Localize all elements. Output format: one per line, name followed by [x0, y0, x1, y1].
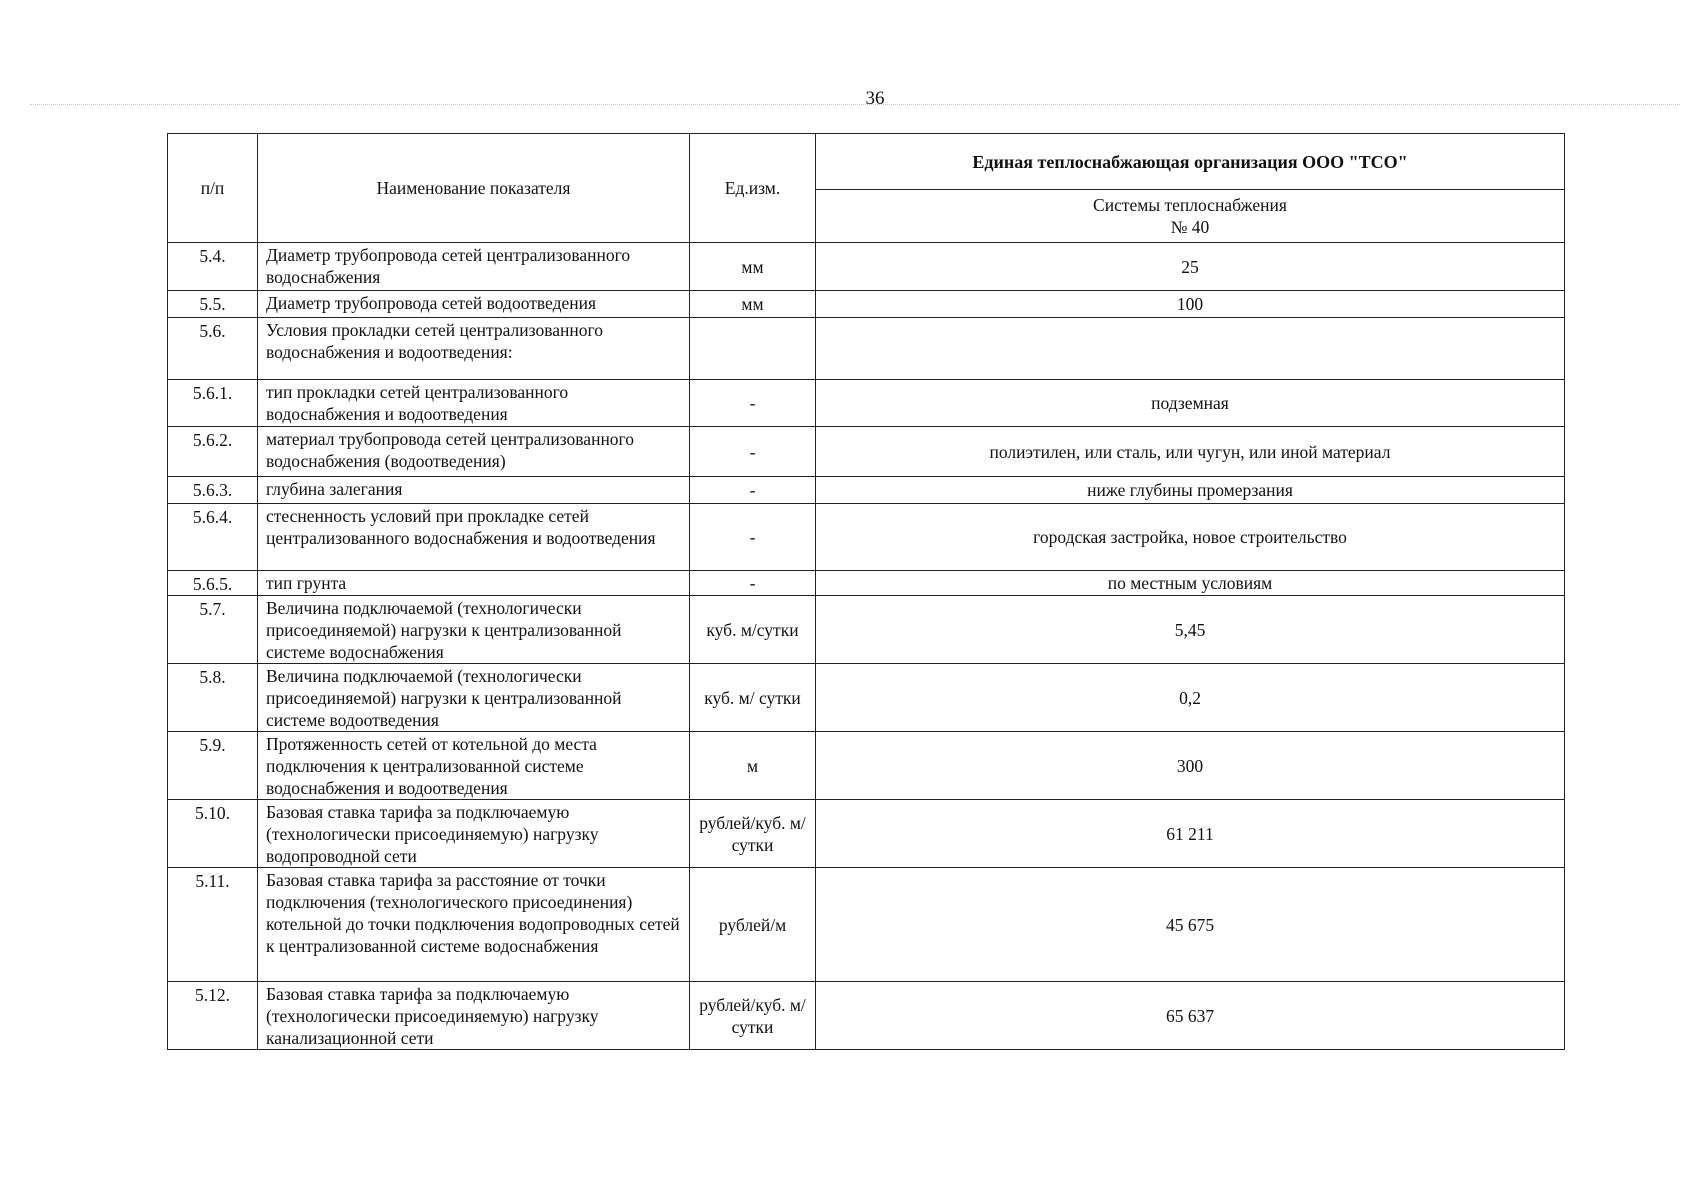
row-value: 100: [816, 291, 1565, 318]
row-number: 5.9.: [168, 732, 258, 800]
table-row: [168, 732, 1565, 800]
row-number: 5.10.: [168, 800, 258, 868]
header-unit: Ед.изм.: [690, 134, 816, 243]
table-row: [168, 380, 1565, 427]
table-row: [168, 664, 1565, 732]
header-heat-system-line2: № 40: [1170, 217, 1210, 237]
page-number: 36: [865, 88, 885, 109]
row-indicator-name: Диаметр трубопровода сетей водоотведения: [258, 291, 690, 318]
row-number: 5.4.: [168, 243, 258, 291]
row-number: 5.6.1.: [168, 380, 258, 427]
row-indicator-name: Базовая ставка тарифа за подключаемую (технологически присоединяемую) нагрузку водопроводной сети: [258, 800, 690, 868]
row-value: полиэтилен, или сталь, или чугун, или иной материал: [816, 427, 1565, 477]
table-row: [168, 477, 1565, 504]
row-unit: -: [690, 571, 816, 596]
row-indicator-name: тип грунта: [258, 571, 690, 596]
row-value: 0,2: [816, 664, 1565, 732]
row-number: 5.5.: [168, 291, 258, 318]
row-number: 5.7.: [168, 596, 258, 664]
table-row: [168, 982, 1565, 1050]
row-indicator-name: Базовая ставка тарифа за расстояние от точки подключения (технологического присоединения) котельной до точки подключения водопроводных сетей к централизованной системе водоснабжения: [258, 868, 690, 982]
row-unit: рублей/куб. м/сутки: [690, 982, 816, 1050]
row-indicator-name: стесненность условий при прокладке сетей централизованного водоснабжения и водоотведения: [258, 504, 690, 571]
row-value: [816, 318, 1565, 380]
row-indicator-name: Величина подключаемой (технологически присоединяемой) нагрузки к централизованной системе водоснабжения: [258, 596, 690, 664]
row-unit: -: [690, 380, 816, 427]
row-value: 65 637: [816, 982, 1565, 1050]
row-number: 5.6.5.: [168, 571, 258, 596]
table-row: [168, 571, 1565, 596]
row-unit: м: [690, 732, 816, 800]
row-number: 5.8.: [168, 664, 258, 732]
row-indicator-name: тип прокладки сетей централизованного водоснабжения и водоотведения: [258, 380, 690, 427]
row-indicator-name: Протяженность сетей от котельной до места подключения к централизованной системе водоснабжения и водоотведения: [258, 732, 690, 800]
header-number: п/п: [168, 134, 258, 243]
row-indicator-name: Базовая ставка тарифа за подключаемую (технологически присоединяемую) нагрузку канализационной сети: [258, 982, 690, 1050]
row-number: 5.6.2.: [168, 427, 258, 477]
row-value: 25: [816, 243, 1565, 291]
row-unit: [690, 318, 816, 380]
row-unit: куб. м/сутки: [690, 596, 816, 664]
header-heat-system-line1: Системы теплоснабжения: [1093, 195, 1287, 215]
header-heat-system: [816, 190, 1565, 243]
row-indicator-name: Условия прокладки сетей централизованного водоснабжения и водоотведения:: [258, 318, 690, 380]
row-number: 5.11.: [168, 868, 258, 982]
row-unit: мм: [690, 291, 816, 318]
row-indicator-name: глубина залегания: [258, 477, 690, 504]
table-row: [168, 291, 1565, 318]
table-row: [168, 504, 1565, 571]
row-value: 5,45: [816, 596, 1565, 664]
header-indicator-name: Наименование показателя: [258, 134, 690, 243]
row-value: 300: [816, 732, 1565, 800]
row-indicator-name: Величина подключаемой (технологически присоединяемой) нагрузки к централизованной системе водоотведения: [258, 664, 690, 732]
row-value: ниже глубины промерзания: [816, 477, 1565, 504]
row-number: 5.6.4.: [168, 504, 258, 571]
row-value: городская застройка, новое строительство: [816, 504, 1565, 571]
table-row: [168, 800, 1565, 868]
indicators-table: [167, 133, 1565, 1050]
row-number: 5.6.: [168, 318, 258, 380]
row-unit: рублей/куб. м/сутки: [690, 800, 816, 868]
row-unit: -: [690, 427, 816, 477]
table-body: [168, 243, 1565, 1050]
row-number: 5.12.: [168, 982, 258, 1050]
row-indicator-name: Диаметр трубопровода сетей централизованного водоснабжения: [258, 243, 690, 291]
header-organization: Единая теплоснабжающая организация ООО "ТСО": [816, 134, 1565, 190]
row-unit: мм: [690, 243, 816, 291]
row-value: 61 211: [816, 800, 1565, 868]
table-row: [168, 243, 1565, 291]
row-number: 5.6.3.: [168, 477, 258, 504]
table-row: [168, 868, 1565, 982]
row-unit: рублей/м: [690, 868, 816, 982]
scan-artifact-line: [30, 104, 1680, 105]
row-value: 45 675: [816, 868, 1565, 982]
table-row: [168, 596, 1565, 664]
table-row: [168, 318, 1565, 380]
table-row: [168, 427, 1565, 477]
row-value: подземная: [816, 380, 1565, 427]
row-indicator-name: материал трубопровода сетей централизованного водоснабжения (водоотведения): [258, 427, 690, 477]
row-unit: -: [690, 477, 816, 504]
row-unit: куб. м/ сутки: [690, 664, 816, 732]
row-unit: -: [690, 504, 816, 571]
row-value: по местным условиям: [816, 571, 1565, 596]
